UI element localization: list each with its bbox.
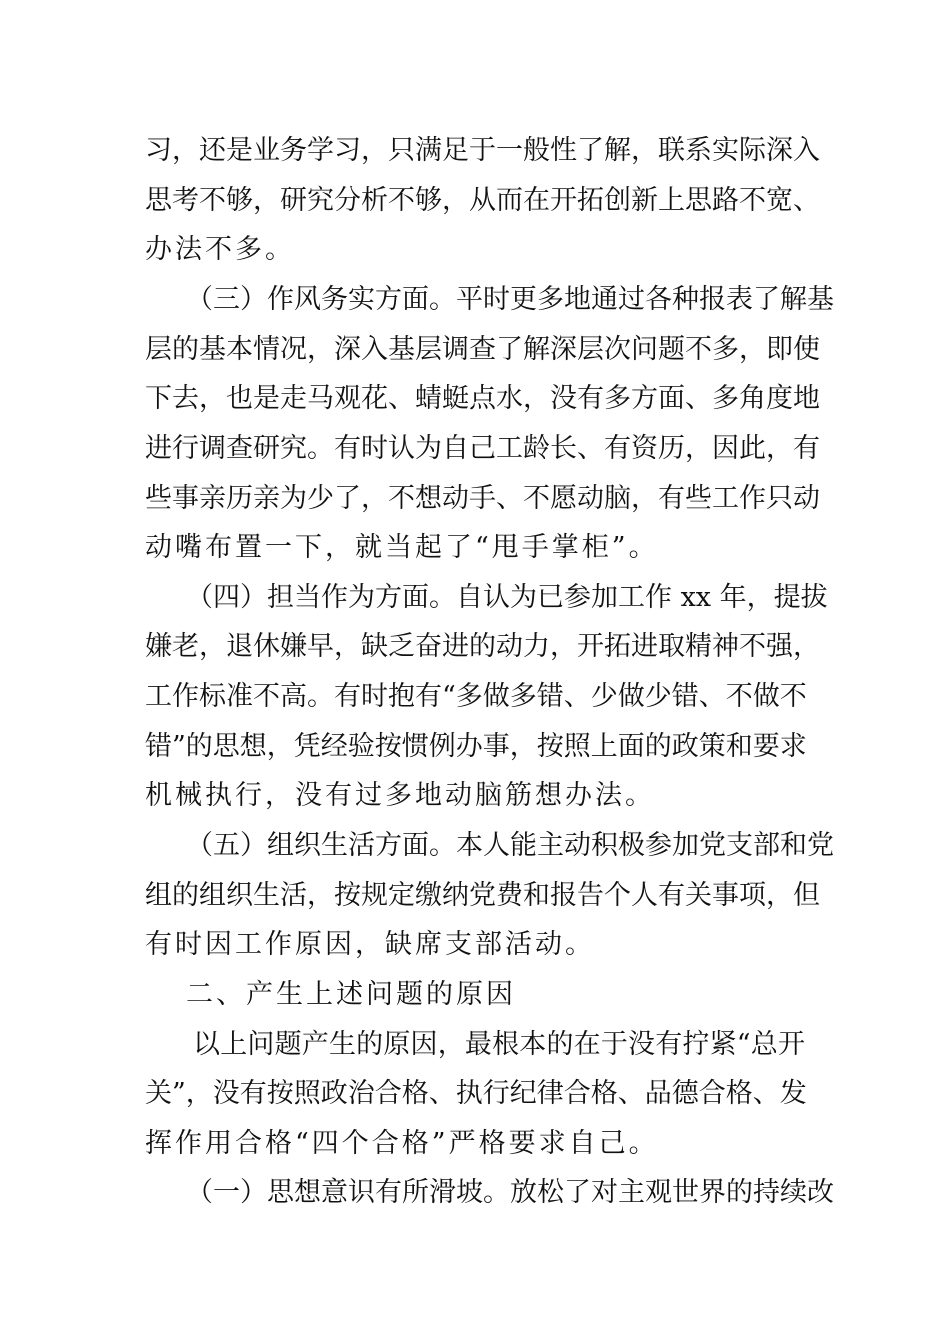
section-3-line: 些事亲历亲为少了，不想动手、不愿动脑，有些工作只动 — [145, 483, 820, 514]
section-3-line: 下去，也是走马观花、蜻蜓点水，没有多方面、多角度地 — [145, 383, 820, 414]
section-5-line: 组的组织生活，按规定缴纳党费和报告个人有关事项，但 — [145, 880, 820, 911]
causes-intro-line: 挥作用合格“四个合格”严格要求自己。 — [145, 1128, 659, 1159]
section-4-line: （四）担当作为方面。自认为已参加工作 xx 年，提拔 — [186, 582, 828, 613]
section-heading: 二、产生上述问题的原因 — [186, 979, 516, 1010]
causes-intro-line: 关”，没有按照政治合格、执行纪律合格、品德合格、发 — [145, 1078, 807, 1109]
section-3-line: 层的基本情况，深入基层调查了解深层次问题不多，即使 — [145, 334, 820, 365]
section-4-line: 错”的思想，凭经验按惯例办事，按照上面的政策和要求 — [145, 731, 807, 762]
section-5-line: （五）组织生活方面。本人能主动积极参加党支部和党 — [186, 830, 834, 861]
section-4-line: 机械执行，没有过多地动脑筋想办法。 — [145, 780, 655, 811]
paragraph-line: 办法不多。 — [145, 234, 295, 265]
paragraph-line: 思考不够，研究分析不够，从而在开拓创新上思路不宽、 — [145, 185, 820, 216]
paragraph-line: 习，还是业务学习，只满足于一般性了解，联系实际深入 — [145, 135, 820, 166]
causes-intro-line: 以上问题产生的原因，最根本的在于没有拧紧“总开 — [193, 1029, 805, 1060]
section-3-line: （三）作风务实方面。平时更多地通过各种报表了解基 — [186, 284, 834, 315]
section-4-line: 嫌老，退休嫌早，缺乏奋进的动力，开拓进取精神不强， — [145, 631, 820, 662]
section-3-line: 动嘴布置一下，就当起了“甩手掌柜”。 — [145, 532, 659, 563]
section-4-line: 工作标准不高。有时抱有“多做多错、少做少错、不做不 — [145, 681, 807, 712]
cause-1-line: （一）思想意识有所滑坡。放松了对主观世界的持续改 — [186, 1177, 834, 1208]
section-5-line: 有时因工作原因，缺席支部活动。 — [145, 929, 595, 960]
section-3-line: 进行调查研究。有时认为自己工龄长、有资历，因此，有 — [145, 433, 820, 464]
